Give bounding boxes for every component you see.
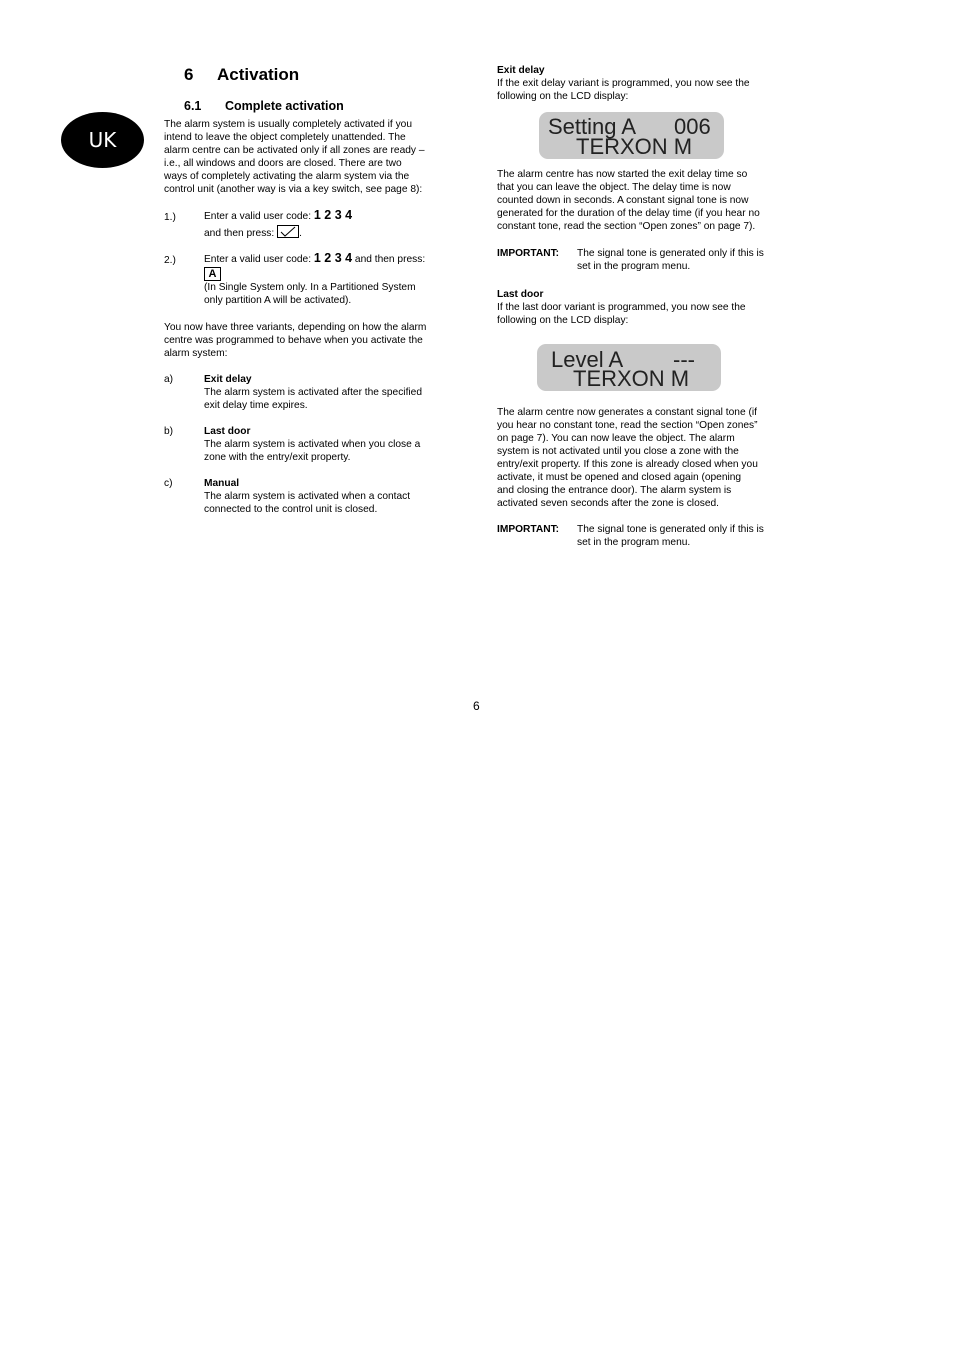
step-2-note: (In Single System only. In a Partitioned System — [204, 282, 416, 293]
important-label: IMPORTANT: — [497, 248, 560, 259]
step-1-label: 1.) — [164, 212, 176, 223]
key-a-icon: A — [204, 267, 221, 281]
section-number: 6 — [184, 65, 194, 84]
important-text: set in the program menu. — [577, 537, 691, 548]
step-1-press-text: and then press: — [204, 228, 278, 239]
intro-line: ways of completely activating the alarm system via the — [164, 171, 410, 182]
important-label: IMPORTANT: — [497, 524, 560, 535]
lcd-row-2: TERXON M — [576, 134, 693, 159]
subsection-title: Complete activation — [225, 99, 344, 113]
intro-line: alarm centre can be activated only if all zones are ready – — [164, 145, 425, 156]
variant-c-label: c) — [164, 478, 173, 489]
variants-intro-line: alarm system: — [164, 348, 228, 359]
last-door-text: The alarm centre now generates a constant signal tone (if — [497, 407, 757, 418]
last-door-title: Last door — [497, 289, 544, 300]
intro-line: control unit (another way is via a key switch, see page 8): — [164, 184, 423, 195]
lcd-display-exit-delay — [539, 112, 724, 159]
variant-text: The alarm system is activated when you close a — [204, 439, 421, 450]
intro-line: i.e., all windows and doors are closed. There are two — [164, 158, 402, 169]
variant-manual — [204, 477, 464, 516]
last-door-text: activate, it must be opened and closed again (opening — [497, 472, 742, 483]
lcd-row-1-left: Level A — [551, 347, 624, 372]
exit-delay-intro: following on the LCD display: — [497, 91, 629, 102]
variant-last-door — [204, 425, 464, 464]
variants-intro-line: centre was programmed to behave when you activate the — [164, 335, 423, 346]
exit-delay-text: that you can leave the object. The delay time is now — [497, 182, 731, 193]
variant-a-label: a) — [164, 374, 174, 385]
last-door-text: activated seven seconds after the zone is closed. — [497, 498, 719, 509]
important-text: The signal tone is generated only if this is — [577, 524, 764, 535]
user-code: 1 2 3 4 — [313, 251, 353, 265]
section-heading — [184, 65, 299, 85]
variant-title: Exit delay — [204, 374, 252, 385]
step-2-label: 2.) — [164, 255, 176, 266]
last-door-intro: If the last door variant is programmed, you now see the — [497, 302, 746, 313]
language-badge: UK — [61, 112, 144, 168]
section-title: Activation — [217, 65, 300, 84]
variant-text: connected to the control unit is closed. — [204, 504, 378, 515]
last-door-intro: following on the LCD display: — [497, 315, 629, 326]
exit-delay-text: generated for the duration of the delay time (if you hear no — [497, 208, 760, 219]
last-door-text: on page 7). You can now leave the object. The alarm — [497, 433, 735, 444]
lcd-row-2: TERXON M — [573, 366, 690, 391]
step-1-text: Enter a valid user code: — [204, 211, 314, 222]
step-1 — [204, 209, 464, 240]
page-number: 6 — [473, 699, 480, 713]
intro-paragraph — [164, 118, 460, 196]
lcd-row-1-right: 006 — [674, 114, 711, 139]
important-text: set in the program menu. — [577, 261, 691, 272]
exit-delay-text: The alarm centre has now started the exit delay time so — [497, 169, 748, 180]
variant-b-label: b) — [164, 426, 174, 437]
variant-title: Last door — [204, 426, 251, 437]
step-2 — [204, 252, 464, 307]
variant-text: The alarm system is activated when a contact — [204, 491, 411, 502]
exit-delay-section — [497, 64, 793, 103]
step-2-text: Enter a valid user code: — [204, 254, 314, 265]
intro-line: intend to leave the object completely unattended. The — [164, 132, 406, 143]
step-1-line-1 — [204, 209, 464, 223]
exit-delay-intro: If the exit delay variant is programmed, you now see the — [497, 78, 750, 89]
intro-line: The alarm system is usually completely activated if you — [164, 119, 412, 130]
variant-exit-delay — [204, 373, 464, 412]
step-2-note: only partition A will be activated). — [204, 295, 352, 306]
important-text: The signal tone is generated only if this is — [577, 248, 764, 259]
last-door-text: and closing the entrance door). The alarm system is — [497, 485, 732, 496]
variants-intro-line: You now have three variants, depending on how the alarm — [164, 322, 427, 333]
subsection-heading — [184, 99, 344, 114]
variant-title: Manual — [204, 478, 240, 489]
step-2-press-text: and then press: — [352, 254, 426, 265]
last-door-section — [497, 288, 793, 327]
important-note — [577, 523, 797, 549]
subsection-number: 6.1 — [184, 99, 202, 113]
last-door-text: system is not activated until you close a zone with the — [497, 446, 739, 457]
exit-delay-text: constant tone, read the section “Open zones” on page 7). — [497, 221, 756, 232]
user-code: 1 2 3 4 — [313, 208, 353, 222]
variants-intro — [164, 321, 460, 360]
last-door-body — [497, 406, 797, 510]
variant-text: zone with the entry/exit property. — [204, 452, 351, 463]
important-note — [577, 247, 797, 273]
exit-delay-body — [497, 168, 797, 233]
variant-text: exit delay time expires. — [204, 400, 308, 411]
variant-text: The alarm system is activated after the specified — [204, 387, 422, 398]
last-door-text: you hear no constant tone, read the section “Open zones” — [497, 420, 758, 431]
step-1-end: . — [299, 228, 302, 239]
exit-delay-text: counted down in seconds. A constant signal tone is now — [497, 195, 749, 206]
lcd-row-1-left: Setting A — [548, 114, 637, 139]
exit-delay-title: Exit delay — [497, 65, 545, 76]
lcd-row-1-right: --- — [673, 347, 695, 372]
last-door-text: entry/exit property. If this zone is already closed when you — [497, 459, 758, 470]
lcd-display-last-door — [537, 344, 721, 391]
checkmark-key-icon — [277, 225, 299, 238]
step-2-line-1 — [204, 252, 464, 266]
step-1-line-2 — [204, 225, 464, 240]
